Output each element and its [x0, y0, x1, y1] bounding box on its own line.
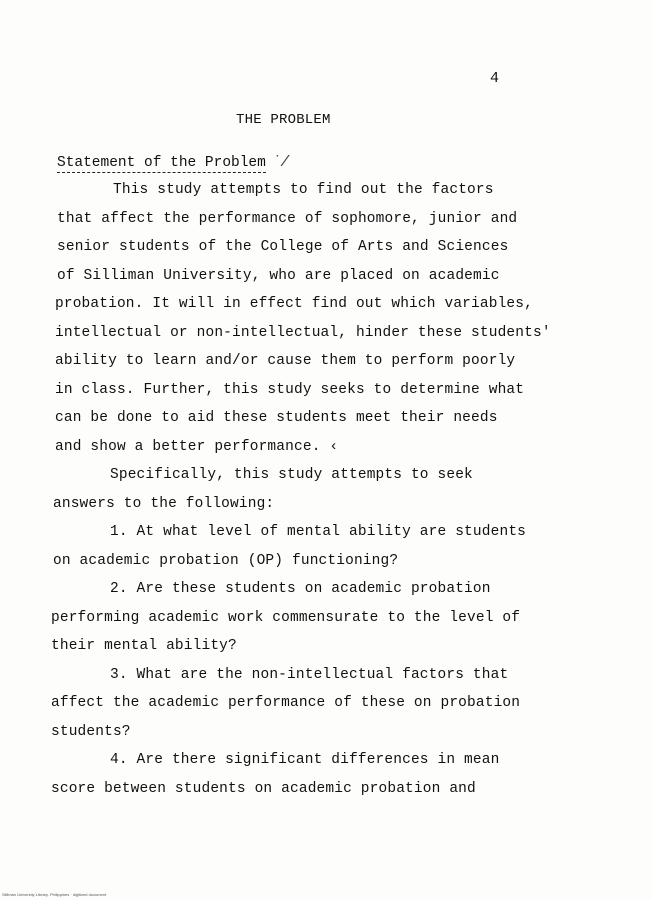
list-item-continuation: students?	[51, 724, 131, 740]
paragraph-line: and show a better performance. ‹	[55, 439, 339, 455]
paragraph-line: This study attempts to find out the factors	[113, 182, 494, 198]
list-item-continuation: score between students on academic probation and	[51, 781, 476, 797]
list-item: 4. Are there significant differences in mean	[110, 752, 500, 768]
paragraph-line: ability to learn and/or cause them to perform poorly	[55, 353, 516, 369]
list-item-continuation: affect the academic performance of these on probation	[51, 695, 521, 711]
list-item: 3. What are the non-intellectual factors that	[110, 667, 509, 683]
paragraph-line: can be done to aid these students meet their needs	[55, 410, 498, 426]
section-heading	[57, 155, 289, 171]
list-item-continuation: their mental ability?	[51, 638, 237, 654]
list-item: 1. At what level of mental ability are students	[110, 524, 527, 540]
list-item: 2. Are these students on academic probation	[110, 581, 491, 597]
paragraph-line: intellectual or non-intellectual, hinder these students'	[55, 325, 551, 341]
paragraph-line: senior students of the College of Arts and Sciences	[57, 239, 509, 255]
section-heading-text: Statement of the Problem	[57, 155, 266, 171]
paragraph-line: of Silliman University, who are placed on academic	[57, 268, 500, 284]
paragraph-line: answers to the following:	[53, 496, 275, 512]
list-item-continuation: on academic probation (OP) functioning?	[53, 553, 399, 569]
list-item-continuation: performing academic work commensurate to the level of	[51, 610, 521, 626]
paragraph-line: in class. Further, this study seeks to determine what	[55, 382, 525, 398]
page-title: THE PROBLEM	[236, 112, 331, 128]
paragraph-line: probation. It will in effect find out which variables,	[55, 296, 533, 312]
handwritten-mark: ˙/	[271, 155, 290, 171]
paragraph-line: Specifically, this study attempts to seek	[110, 467, 473, 483]
page-number: 4	[490, 70, 500, 87]
footer-stamp: Silliman University Library. Philippines · digitized document	[2, 892, 107, 897]
paragraph-line: that affect the performance of sophomore, junior and	[57, 211, 518, 227]
